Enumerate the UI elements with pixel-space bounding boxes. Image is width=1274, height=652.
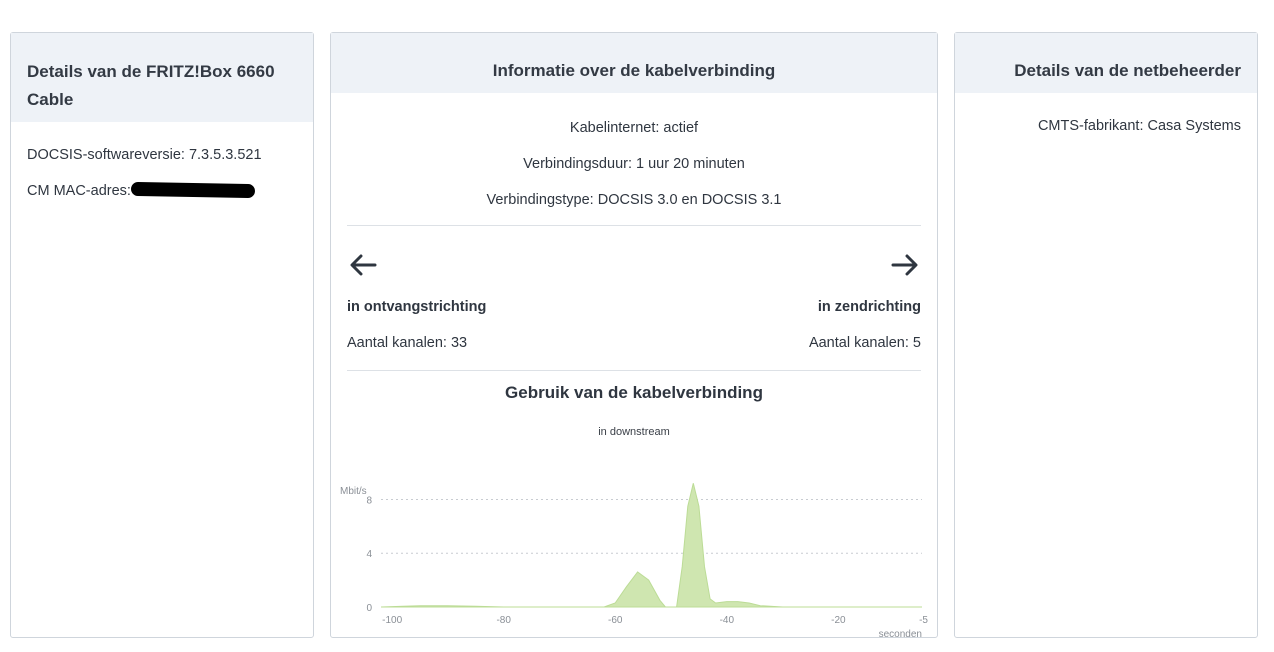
x-tick-label: -80 — [496, 615, 511, 626]
x-axis-label: seconden — [878, 629, 922, 640]
docsis-version-value: 7.3.5.3.521 — [188, 147, 262, 163]
downstream-usage-chart — [331, 443, 937, 640]
divider — [347, 370, 921, 371]
upstream-label: in zendrichting — [817, 299, 921, 315]
x-tick-label: -60 — [608, 615, 623, 626]
upstream-channels: Aantal kanalen: 5 — [808, 335, 921, 351]
operator-details-panel — [954, 32, 1258, 638]
y-tick-label: 8 — [366, 495, 372, 507]
x-tick-label: -5 — [919, 615, 928, 626]
downstream-channels: Aantal kanalen: 33 — [347, 335, 468, 351]
downstream-area — [381, 483, 922, 607]
y-tick-label: 0 — [366, 603, 372, 614]
cmts-manufacturer: CMTS-fabrikant: Casa Systems — [1037, 118, 1241, 134]
downstream-label: in ontvangstrichting — [347, 299, 487, 315]
cable-connection-panel — [330, 32, 938, 638]
fritzbox-details-title: Details van de FRITZ!Box 6660 Cable — [11, 33, 313, 122]
fritzbox-details-panel — [10, 32, 314, 638]
y-axis-label: Mbit/s — [340, 486, 367, 497]
arrow-left-icon — [349, 253, 377, 281]
cable-internet-status: Kabelinternet: actief — [569, 120, 699, 136]
x-tick-label: -40 — [719, 615, 735, 626]
arrow-right-icon — [891, 253, 919, 281]
docsis-version-label: DOCSIS-softwareversie: — [27, 147, 185, 163]
mac-address-row — [27, 181, 297, 201]
divider — [347, 225, 921, 226]
cable-connection-title: Informatie over de kabelverbinding — [331, 33, 937, 93]
operator-details-title: Details van de netbeheerder — [955, 33, 1257, 93]
mac-address-redaction — [131, 182, 255, 198]
y-tick-label: 4 — [366, 549, 372, 561]
mac-address-label: CM MAC-adres: — [27, 183, 131, 199]
connection-duration: Verbindingsduur: 1 uur 20 minuten — [523, 156, 745, 172]
docsis-version-row — [27, 145, 297, 165]
connection-type: Verbindingstype: DOCSIS 3.0 en DOCSIS 3.1 — [486, 192, 782, 208]
usage-title: Gebruik van de kabelverbinding — [505, 383, 763, 402]
x-tick-label: -100 — [382, 615, 403, 626]
chart-title: in downstream — [598, 426, 670, 438]
x-tick-label: -20 — [831, 615, 846, 626]
